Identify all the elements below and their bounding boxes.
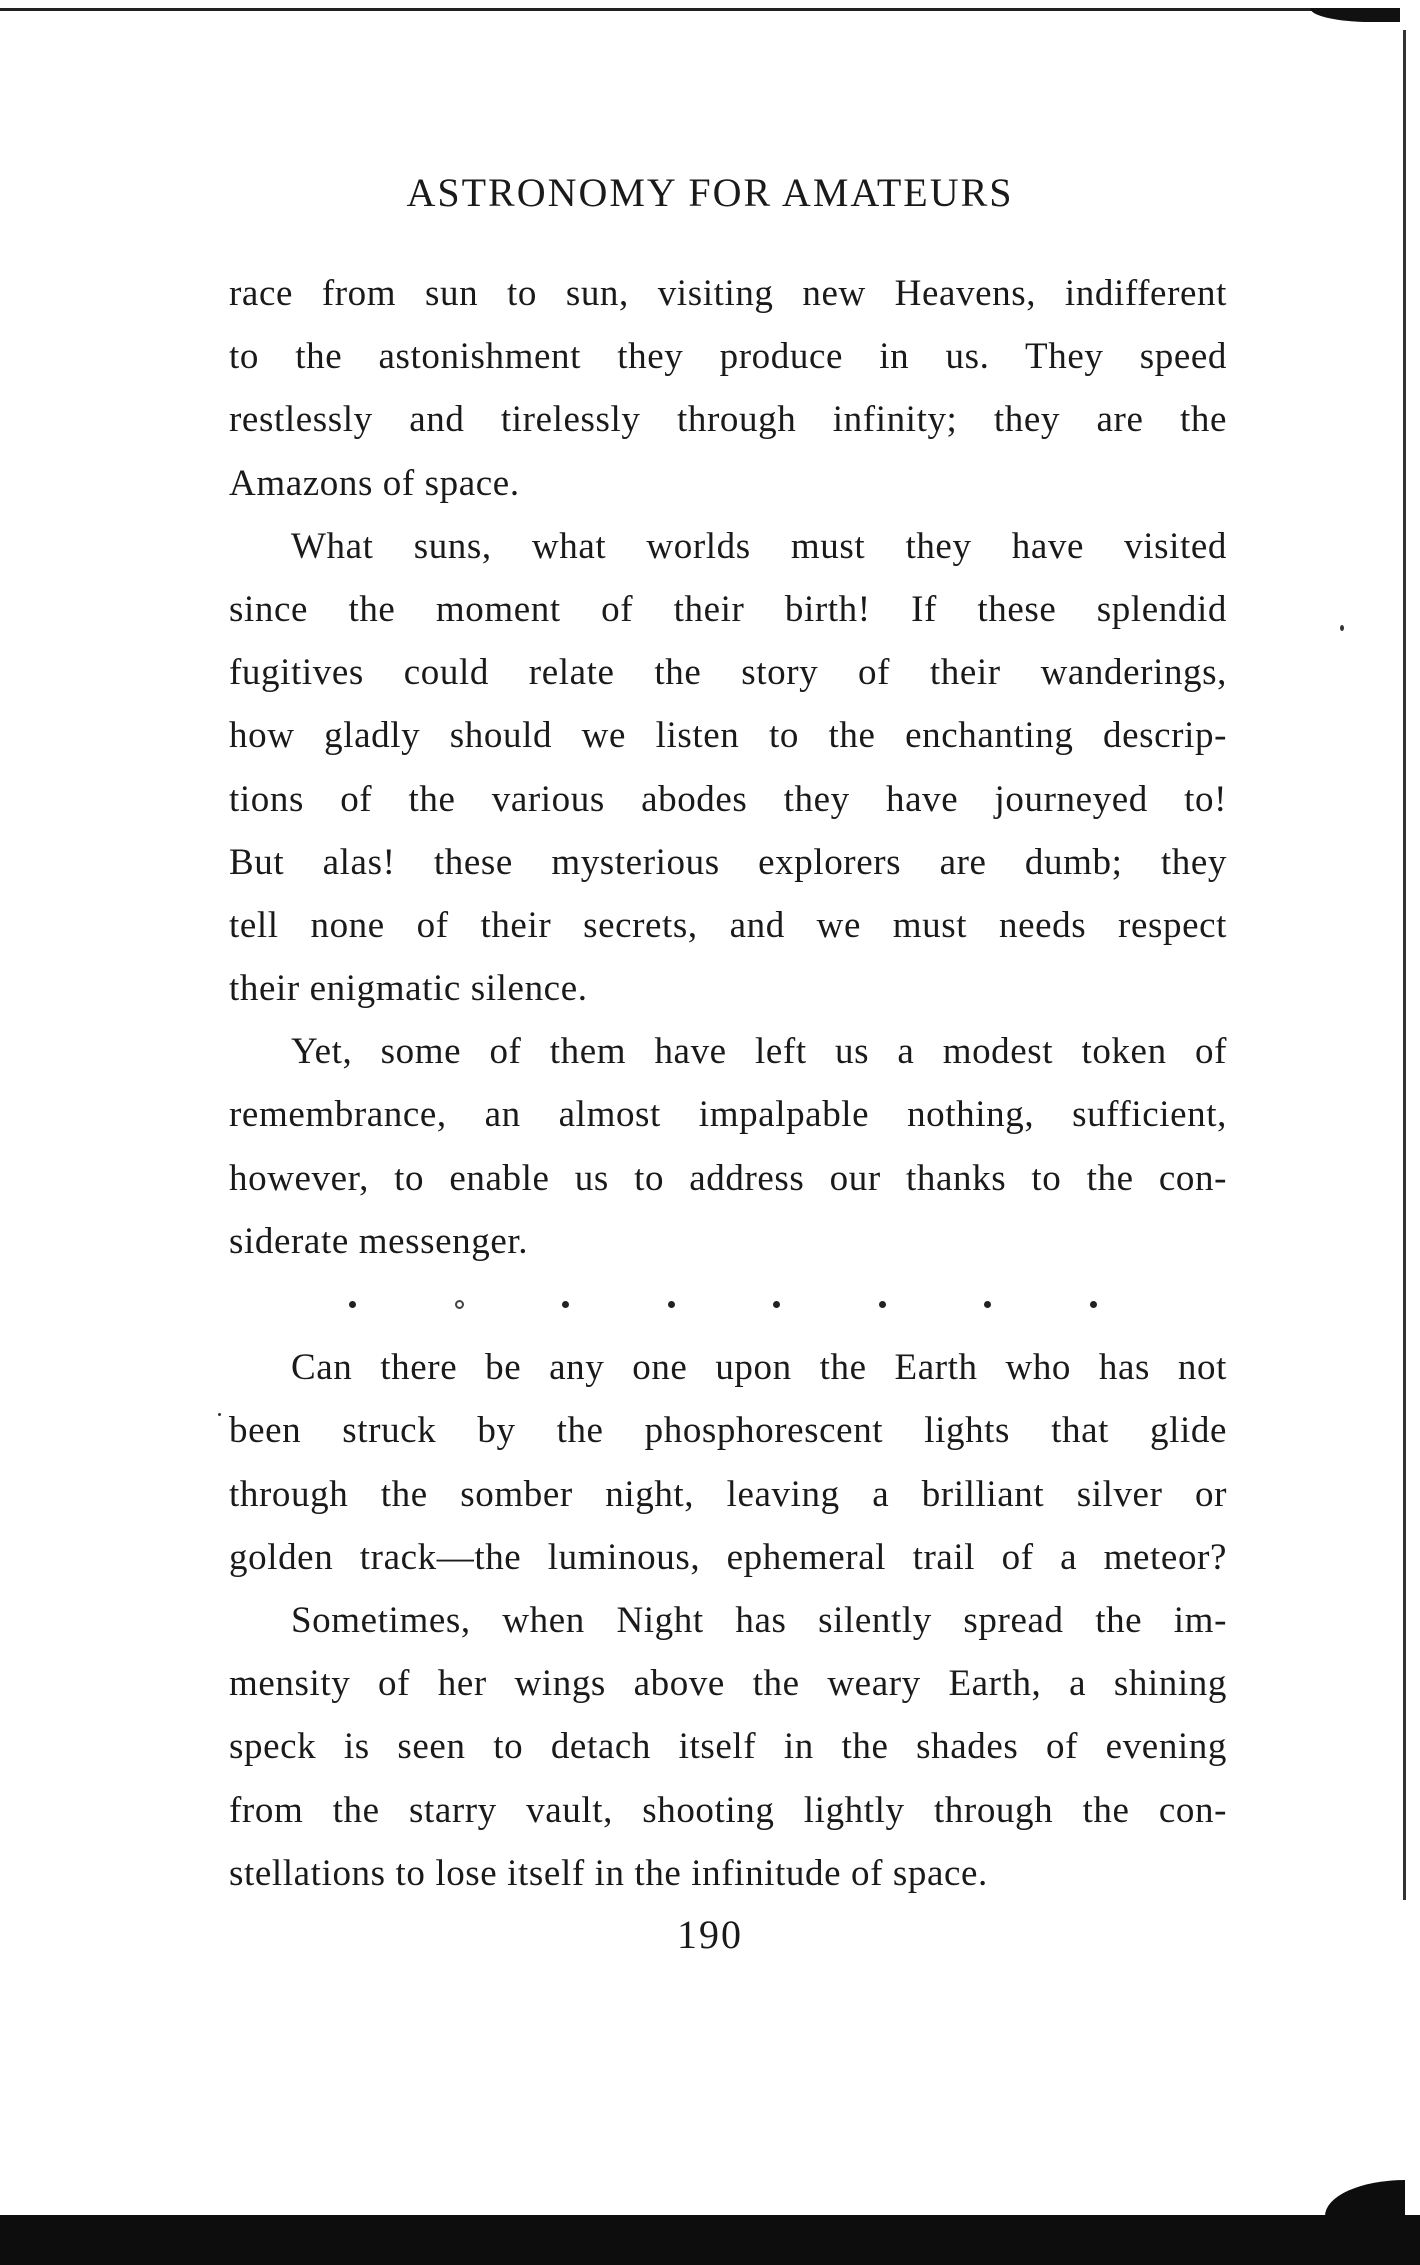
page-number: 190 — [677, 1912, 743, 1957]
dot — [455, 1300, 464, 1309]
text-line: remembrance, an almost impalpable nothing, sufficient, — [229, 1094, 1227, 1136]
dot — [879, 1301, 886, 1308]
text-line: Can there be any one upon the Earth who has not — [291, 1347, 1227, 1389]
text-line: to the astonishment they produce in us. They speed — [229, 336, 1227, 378]
text-line: from the starry vault, shooting lightly through the con- — [229, 1789, 1227, 1831]
text-line: speck is seen to detach itself in the shades of evening — [229, 1726, 1227, 1768]
text-line: their enigmatic silence. — [229, 968, 588, 1010]
paragraph-1 — [229, 262, 1227, 515]
text-line: restlessly and tirelessly through infinity; they are the — [229, 399, 1227, 441]
top-page-edge-shadow — [1310, 8, 1400, 22]
text-line: golden track—the luminous, ephemeral trail of a meteor? — [229, 1536, 1227, 1578]
text-line: siderate messenger. — [229, 1220, 529, 1262]
paragraph-2 — [229, 515, 1227, 1021]
text-line: Yet, some of them have left us a modest token of — [291, 1031, 1227, 1073]
text-line: Amazons of space. — [229, 462, 520, 504]
paragraph-4 — [229, 1336, 1227, 1589]
text-line: been struck by the phosphorescent lights that glide — [229, 1410, 1227, 1452]
bottom-page-edge-curve — [1325, 2180, 1405, 2220]
text-line: Sometimes, when Night has silently spread the im- — [291, 1599, 1227, 1641]
text-line: stellations to lose itself in the infinitude of space. — [229, 1852, 988, 1894]
dot — [668, 1301, 675, 1308]
text-line: however, to enable us to address our thanks to the con- — [229, 1157, 1227, 1199]
text-line: since the moment of their birth! If these splendid — [229, 588, 1227, 630]
ink-speck — [218, 1413, 221, 1416]
paragraph-3 — [229, 1020, 1227, 1273]
running-head: ASTRONOMY FOR AMATEURS — [406, 170, 1014, 215]
top-page-edge — [0, 8, 1400, 11]
paragraph-5 — [229, 1589, 1227, 1905]
text-line: fugitives could relate the story of their wanderings, — [229, 652, 1227, 694]
section-break-dots — [229, 1273, 1227, 1336]
bottom-page-edge — [0, 2215, 1420, 2265]
dot — [984, 1301, 991, 1308]
dot — [349, 1301, 356, 1308]
dot — [773, 1301, 780, 1308]
text-line: What suns, what worlds must they have visited — [291, 525, 1227, 567]
dot — [562, 1301, 569, 1308]
body-text — [229, 262, 1227, 1905]
text-line: mensity of her wings above the weary Earth, a shining — [229, 1663, 1227, 1705]
ink-speck — [1340, 625, 1344, 631]
dot — [1090, 1301, 1097, 1308]
text-line: tell none of their secrets, and we must needs respect — [229, 904, 1227, 946]
text-line: how gladly should we listen to the enchanting descrip- — [229, 715, 1227, 757]
text-line: race from sun to sun, visiting new Heavens, indifferent — [229, 273, 1227, 314]
text-line: through the somber night, leaving a brilliant silver or — [229, 1473, 1227, 1515]
text-line: But alas! these mysterious explorers are dumb; they — [229, 841, 1227, 883]
text-line: tions of the various abodes they have journeyed to! — [229, 778, 1227, 820]
right-page-edge — [1403, 30, 1406, 1900]
